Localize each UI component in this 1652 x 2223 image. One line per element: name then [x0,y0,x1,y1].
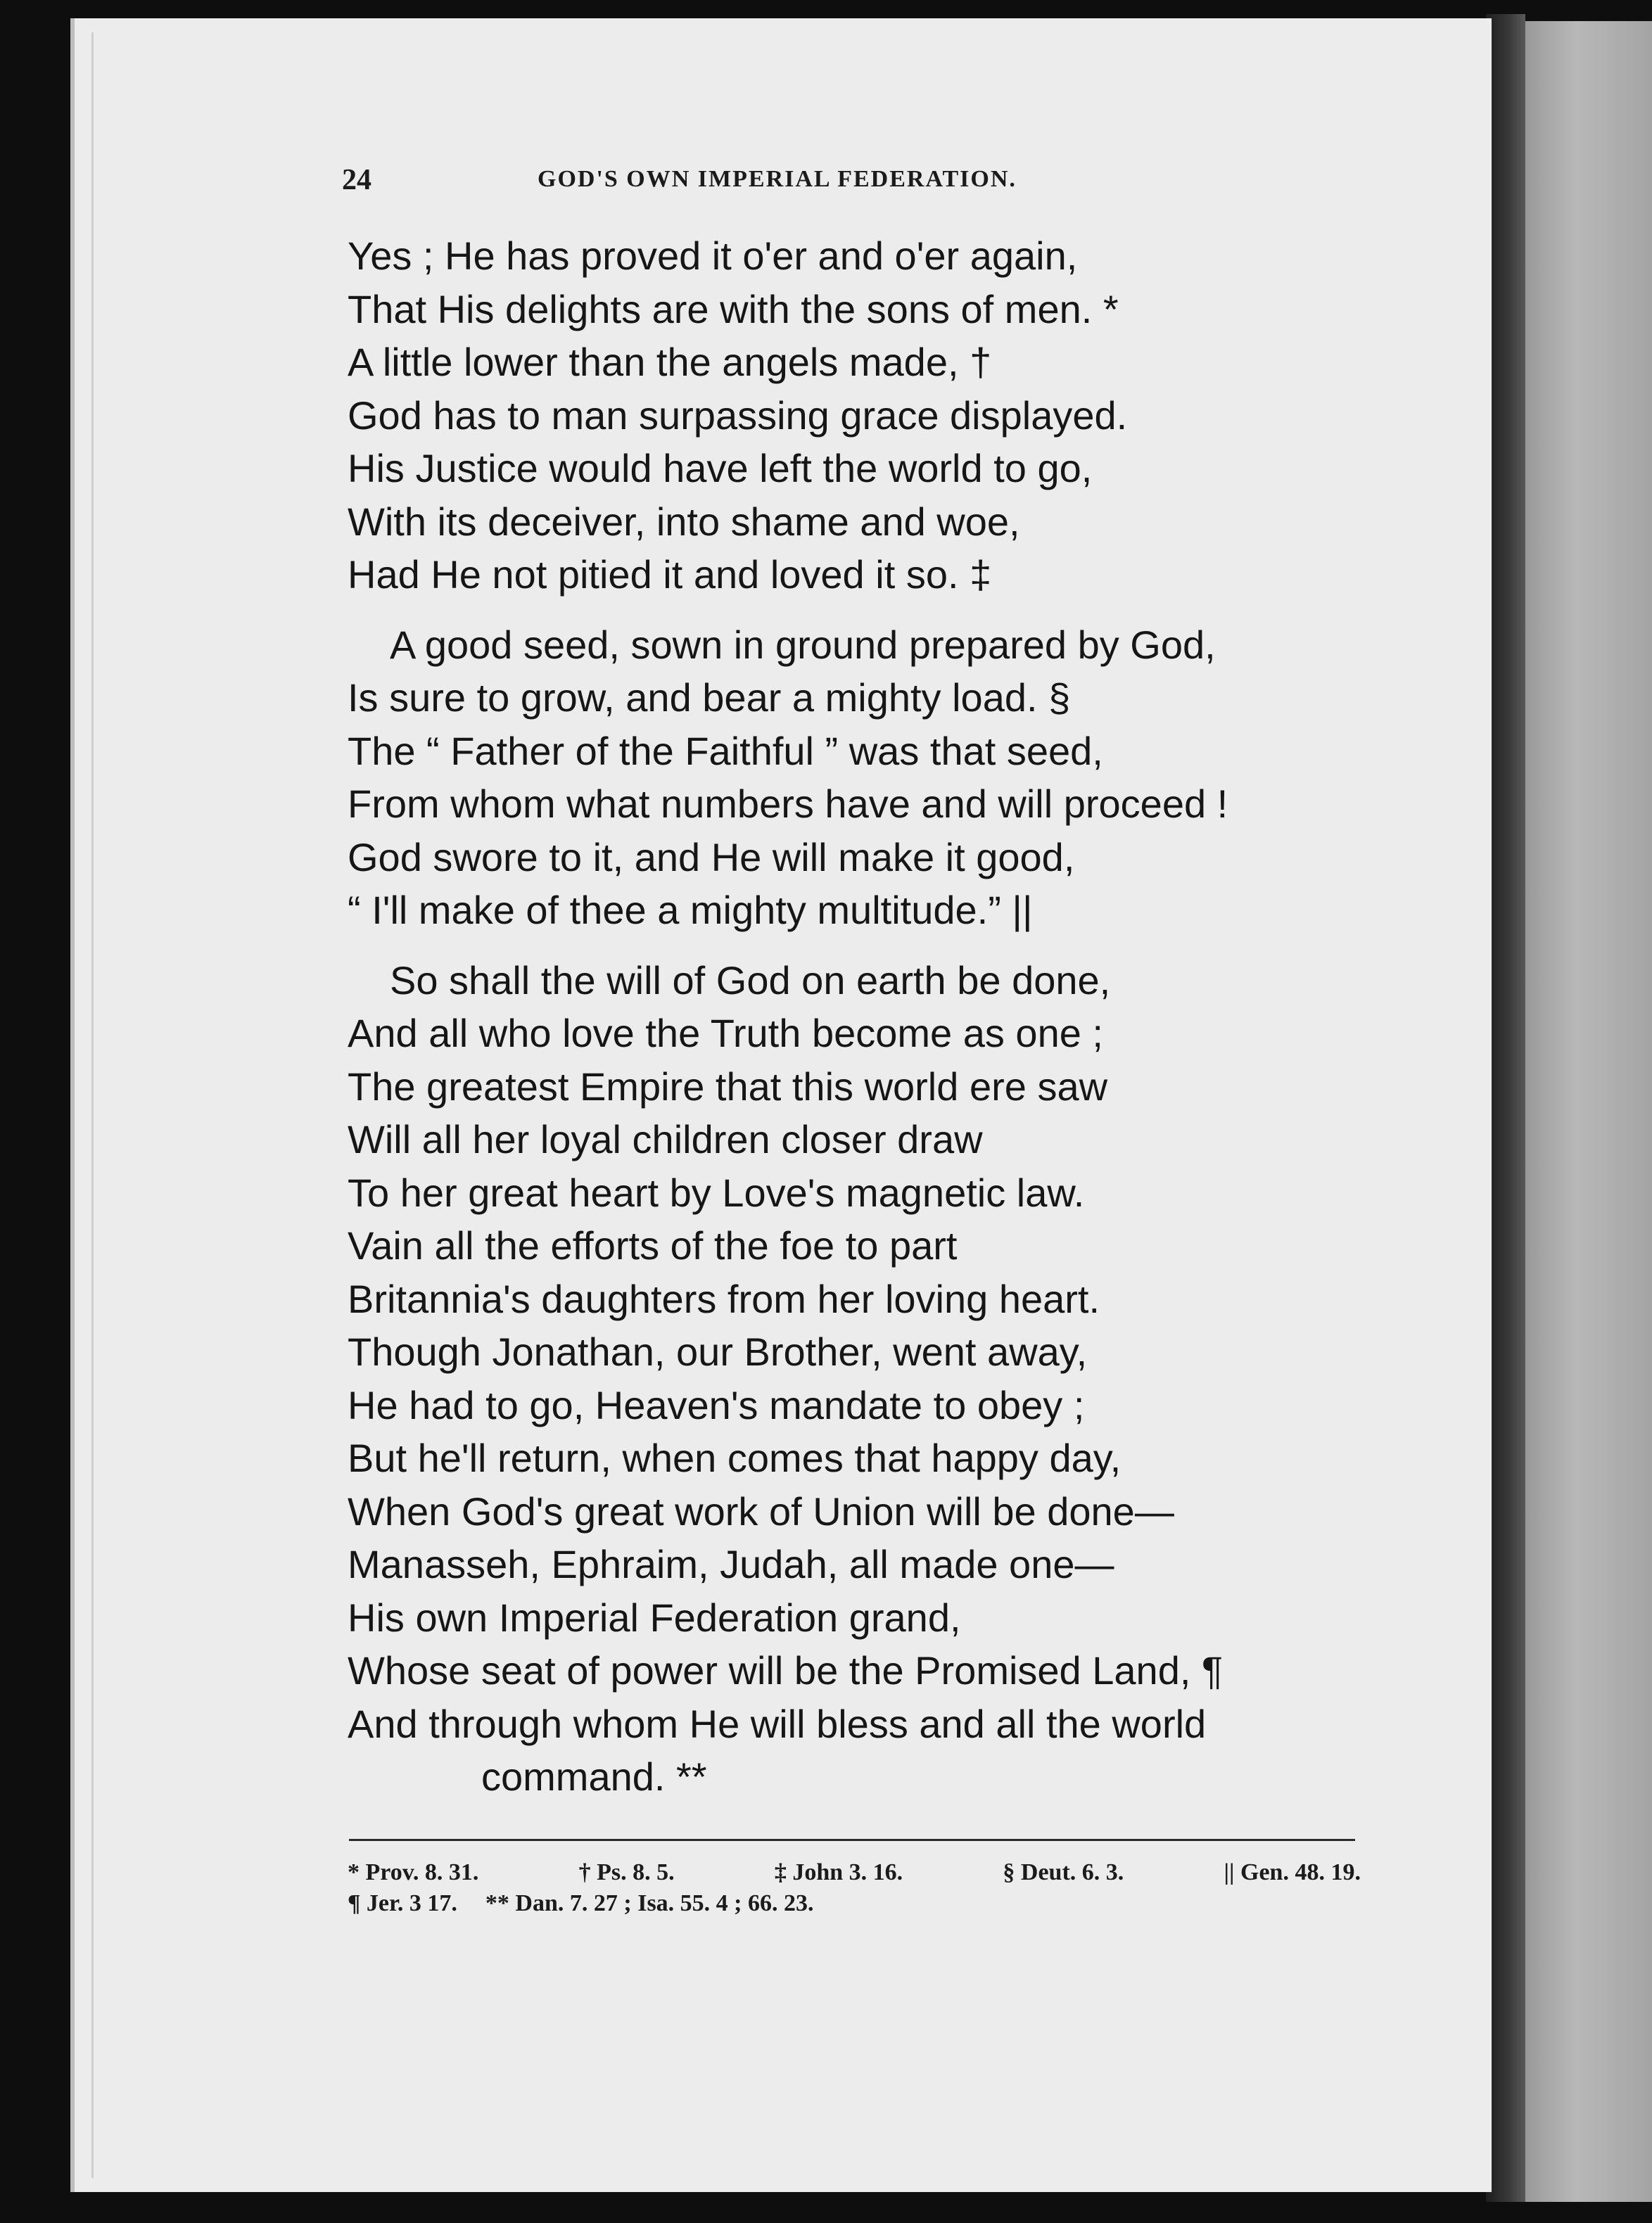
poem-line: To her great heart by Love's magnetic law. [348,1170,1085,1215]
page-header [342,163,1158,198]
poem-line: Though Jonathan, our Brother, went away, [348,1330,1088,1374]
poem-line: Whose seat of power will be the Promised Land, ¶ [348,1648,1224,1693]
poem-line: His Justice would have left the world to go, [348,446,1093,490]
footnote-ref: || Gen. 48. 19. [1224,1859,1361,1885]
poem-line: The greatest Empire that this world ere saw [348,1064,1108,1109]
poem-line: He had to go, Heaven's mandate to obey ; [348,1382,1085,1427]
book-gutter [1486,14,1525,2202]
poem-line: Is sure to grow, and bear a mighty load. § [348,675,1071,720]
poem-line: With its deceiver, into shame and woe, [348,499,1020,544]
poem-line: Britannia's daughters from her loving heart. [348,1276,1100,1321]
footnote-ref: ‡ John 3. 16. [774,1859,903,1885]
poem-body [348,229,1375,1821]
footnote-rule [349,1839,1355,1841]
poem-line: And all who love the Truth become as one ; [348,1011,1103,1055]
footnote-line-2 [348,1888,1361,1919]
poem-line: Vain all the efforts of the foe to part [348,1223,958,1268]
footnote-ref: † Ps. 8. 5. [578,1859,675,1885]
poem-line: Had He not pitied it and loved it so. ‡ [348,552,992,597]
stanza-2 [348,618,1375,937]
adjacent-page-edge [1525,21,1652,2202]
running-head: GOD'S OWN IMPERIAL FEDERATION. [538,166,1017,192]
poem-line: But he'll return, when comes that happy day, [348,1436,1122,1480]
poem-line: “ I'll make of thee a mighty multitude.” || [348,888,1033,932]
poem-line: His own Imperial Federation grand, [348,1595,961,1640]
poem-line: God has to man surpassing grace displayed. [348,393,1128,438]
footnote-ref: * Prov. 8. 31. [348,1859,479,1885]
footnote-ref: ¶ Jer. 3 17. [348,1890,457,1916]
stanza-3 [348,954,1375,1804]
poem-line: Yes ; He has proved it o'er and o'er again, [348,234,1078,278]
poem-line: And through whom He will bless and all the world [348,1701,1207,1746]
poem-line: Will all her loyal children closer draw [348,1117,983,1161]
poem-line: A good seed, sown in ground prepared by God, [390,622,1216,667]
poem-line: command. ** [481,1754,707,1799]
footnote-ref: § Deut. 6. 3. [1003,1859,1124,1885]
poem-line: That His delights are with the sons of men. * [348,286,1119,331]
poem-line: Manasseh, Ephraim, Judah, all made one— [348,1542,1114,1586]
footnote-line-1 [348,1857,1361,1888]
poem-line: God swore to it, and He will make it good, [348,834,1075,879]
poem-line: The “ Father of the Faithful ” was that seed, [348,728,1103,773]
poem-line: When God's great work of Union will be done— [348,1489,1174,1534]
stanza-1 [348,229,1375,601]
page-edge-line [91,32,94,2178]
poem-line: From whom what numbers have and will proceed ! [348,782,1228,826]
poem-line: A little lower than the angels made, † [348,340,992,384]
poem-line: So shall the will of God on earth be done, [390,957,1111,1002]
page-number: 24 [342,164,371,196]
footnotes [348,1857,1361,1919]
footnote-ref: ** Dan. 7. 27 ; Isa. 55. 4 ; 66. 23. [485,1890,814,1916]
